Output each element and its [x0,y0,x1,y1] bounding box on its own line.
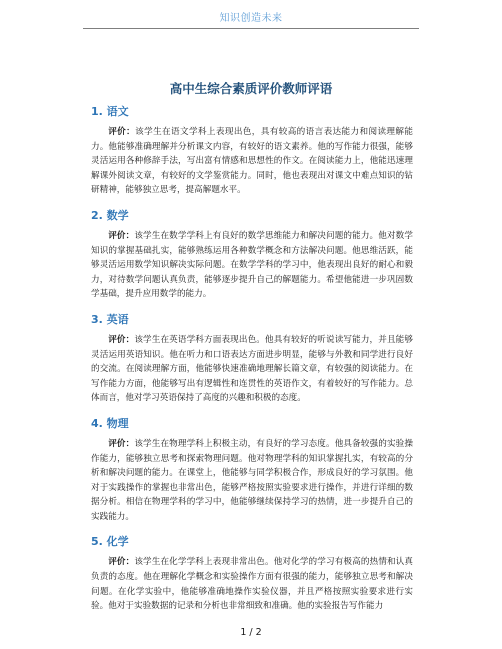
header-divider [83,28,419,29]
section-heading: 3. 英语 [91,312,129,326]
evaluation-label: 评价： [108,557,135,568]
section-paragraph [91,229,413,302]
section-english [91,312,413,406]
evaluation-label: 评价： [108,127,136,137]
evaluation-text: 该学生在数学学科上有良好的数学思维能力和解决问题的能力。他对数学知识的掌握基础扎实，能够熟练运用各种数学概念和方法解决问题。他思维活跃，能够灵活运用数学知识解决实际问题。在数学学科的学习中，他表现出良好的耐心和毅力，对待数学问题认真负责，能够逐步提升自己的解题能力。希望他能进一步巩固数学基础，提升应用数学的能力。 [91,230,413,300]
section-heading: 1. 语文 [91,105,129,118]
evaluation-text: 该学生在英语学科方面表现出色。他具有较好的听说读写能力，并且能够灵活运用英语知识。他在听力和口语表达方面进步明显，能够与外教和同学进行良好的交流。在阅读理解方面，他能够快速准确地理解长篇文章，有较强的阅读能力。在写作能力方面，他能够写出有逻辑性和连贯性的英语作文，有着较好的写作能力。总体而言，他对学习英语保持了高度的兴趣和积极的态度。 [91,334,413,404]
section-chinese [91,104,413,198]
section-paragraph [91,437,413,525]
section-heading: 4. 物理 [91,416,129,430]
section-paragraph [91,333,413,406]
evaluation-label: 评价： [108,334,135,345]
page-number: 1 / 2 [240,627,262,638]
section-math [91,208,413,302]
evaluation-label: 评价： [108,438,135,449]
header-watermark: 知识创造未来 [219,13,283,24]
evaluation-text: 该学生在语文学科上表现出色，具有较高的语言表达能力和阅读理解能力。他能够准确理解并分析课文内容，有较好的语文素养。他的写作能力很强，能够灵活运用各种修辞手法，写出富有情感和思想性的作文。在阅读能力上，他能迅速理解课外阅读文章，有较好的文学鉴赏能力。同时，他也表现出对课文中难点知识的钻研精神，能够独立思考，提高解题水平。 [91,127,413,196]
section-heading: 5. 化学 [91,535,129,549]
section-paragraph [91,555,413,613]
document-title: 高中生综合素质评价教师评语 [169,81,333,96]
evaluation-text: 该学生在物理学科上积极主动，有良好的学习态度。他具备较强的实验操作能力，能够独立思考和探索物理问题。他对物理学科的知识掌握扎实，有较高的分析和解决问题的能力。在课堂上，他能够与同学积极合作，形成良好的学习氛围。他对于实践操作的掌握也非常出色，能够严格按照实验要求进行操作，并进行详细的数据分析。相信在物理学科的学习中，他能够继续保持学习的热情，进一步提升自己的实践能力。 [91,438,413,522]
document-body [91,104,413,624]
section-paragraph [91,125,413,198]
section-heading: 2. 数学 [91,208,129,222]
evaluation-text: 该学生在化学学科上表现非常出色。他对化学的学习有极高的热情和认真负责的态度。他在理解化学概念和实验操作方面有很强的能力，能够独立思考和解决问题。在化学实验中，他能够准确地操作实验仪器，并且严格按照实验要求进行实验。他对于实验数据的记录和分析也非常细致和准确。他的实验报告写作能力 [91,557,413,612]
evaluation-label: 评价： [108,230,135,241]
section-chemistry [91,534,413,613]
section-physics [91,416,413,525]
